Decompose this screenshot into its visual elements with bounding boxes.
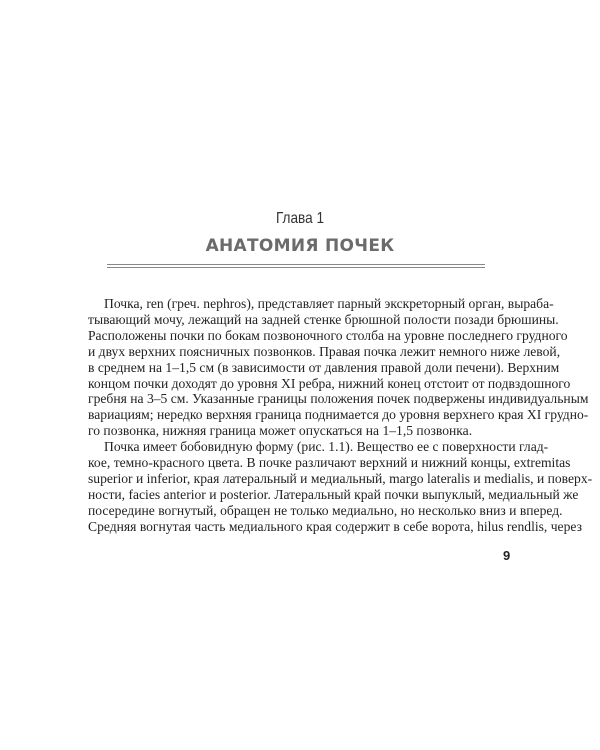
text-line: го позвонка, нижняя граница может опускаться на 1–1,5 позвонка. [88,423,473,439]
text-line: и двух верхних поясничных позвонков. Правая почка лежит немного ниже левой, [88,343,561,359]
title-divider [107,264,485,268]
text-line: ности, facies anterior и posterior. Латеральный край почки выпуклый, медиальный же [88,486,579,502]
chapter-title: АНАТОМИЯ ПОЧЕК [205,236,395,256]
text-line: вариациям; нередко верхняя граница поднимается до уровня верхнего края XI грудно- [88,407,589,423]
text-line: Почка имеет бобовидную форму (рис. 1.1). Вещество ее с поверхности глад- [104,439,549,455]
text-line: посередине вогнутый, обращен не только медиально, но несколько вниз и вперед. [88,502,563,518]
text-line: кое, темно-красного цвета. В почке различают верхний и нижний концы, extremitas [88,455,571,471]
text-line: Расположены почки по бокам позвоночного столба на уровне последнего грудного [88,327,568,343]
text-line: концом почки доходят до уровня XI ребра, нижний конец отстоит от подвздошного [88,375,571,391]
text-line: гребня на 3–5 см. Указанные границы положения почек подвержены индивидуальным [88,391,589,407]
text-line: superior и inferior, края латеральный и медиальный, margo lateralis и medialis, и поверх- [88,470,593,486]
text-line: Средняя вогнутая часть медиального края содержит в себе ворота, hilus rendlis, через [88,518,582,534]
text-line: тывающий мочу, лежащий на задней стенке брюшной полости позади брюшины. [88,311,559,327]
body-text [88,296,593,535]
text-line: в среднем на 1–1,5 см (в зависимости от давления правой доли печени). Верхним [88,359,560,375]
page-number: 9 [503,548,511,563]
text-line: Почка, ren (греч. nephros), представляет парный экскреторный орган, выраба- [104,296,554,311]
chapter-label: Глава 1 [275,210,325,227]
